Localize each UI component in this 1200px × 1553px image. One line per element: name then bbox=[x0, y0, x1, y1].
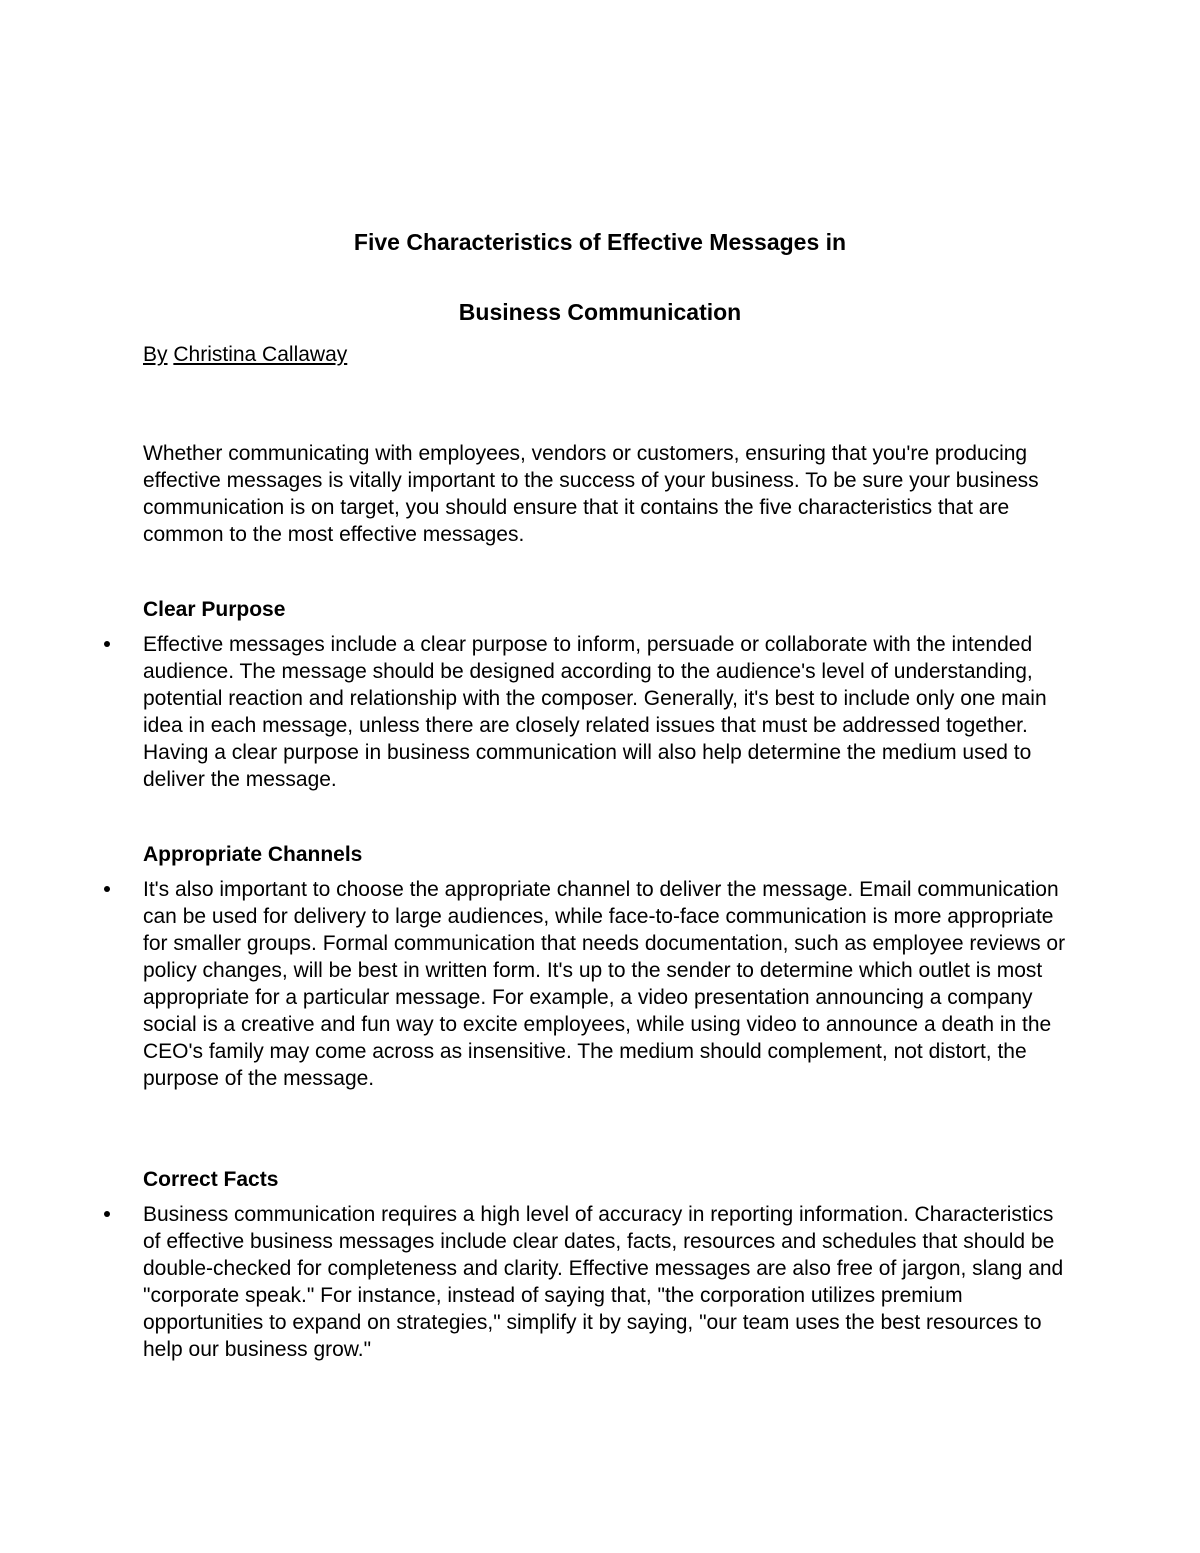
section-heading-correct-facts: Correct Facts bbox=[143, 1168, 279, 1191]
intro-paragraph: Whether communicating with employees, vendors or customers, ensuring that you're producing effective messages is vitally important to the success of your business. To be sure your business communication is on target, you should ensure that it contains the five characteristics that are common to the most effective messages. bbox=[143, 442, 1039, 546]
bullet-icon bbox=[104, 876, 114, 886]
byline-prefix: By bbox=[143, 343, 168, 366]
bullet-icon bbox=[104, 1201, 114, 1211]
section-body-clear-purpose: Effective messages include a clear purpose to inform, persuade or collaborate with the intended audience. The message should be designed according to the audience's level of understanding, potential reaction and relationship with the composer. Generally, it's best to include only one main idea in each message, unless there are closely related issues that must be addressed together. Having a clear purpose in business communication will also help determine the medium used to deliver the message. bbox=[143, 633, 1047, 791]
section-heading-clear-purpose: Clear Purpose bbox=[143, 598, 286, 621]
byline-author: Christina Callaway bbox=[173, 343, 348, 366]
document-title-line-2: Business Communication bbox=[458, 299, 742, 325]
section-body-correct-facts: Business communication requires a high level of accuracy in reporting information. Characteristics of effective business messages include clear dates, facts, resources and schedules that should be double-checked for completeness and clarity. Effective messages are also free of jargon, slang and "corporate speak." For instance, instead of saying that, "the corporation utilizes premium opportunities to expand on strategies," simplify it by saying, "our team uses the best resources to help our business grow." bbox=[143, 1203, 1064, 1361]
bullet-icon bbox=[104, 631, 114, 641]
section-body-appropriate-channels: It's also important to choose the appropriate channel to deliver the message. Email communication can be used for delivery to large audiences, while face-to-face communication is more appropriate for smaller groups. Formal communication that needs documentation, such as employee reviews or policy changes, will be best in written form. It's up to the sender to determine which outlet is most appropriate for a particular message. For example, a video presentation announcing a company social is a creative and fun way to excite employees, while using video to announce a death in the CEO's family may come across as insensitive. The medium should complement, not distort, the purpose of the message. bbox=[143, 878, 1066, 1090]
author-byline bbox=[143, 342, 347, 368]
section-heading-appropriate-channels: Appropriate Channels bbox=[143, 843, 363, 866]
document-title-line-1: Five Characteristics of Effective Messages in bbox=[353, 229, 847, 255]
